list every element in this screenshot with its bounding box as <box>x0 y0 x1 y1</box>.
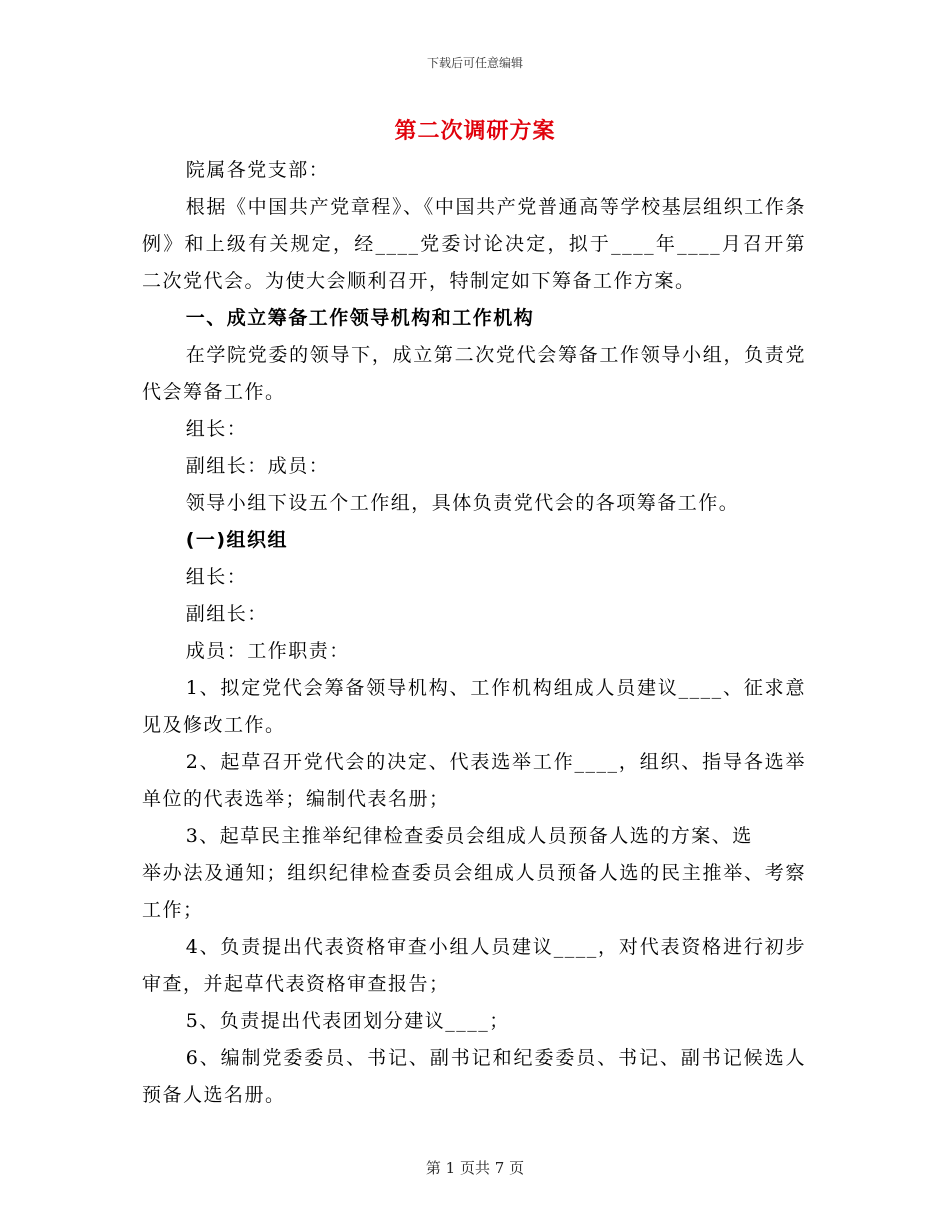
page-footer: 第 1 页共 7 页 <box>425 1159 525 1177</box>
duty-item-6: 6、编制党委委员、书记、副书记和纪委委员、书记、副书记候选人预备人选名册。 <box>142 1047 806 1106</box>
paragraph-leadership: 在学院党委的领导下，成立第二次党代会筹备工作领导小组，负责党代会筹备工作。 <box>142 344 806 403</box>
deputy-leader-line: 副组长：成员： <box>185 455 330 477</box>
intro-paragraph: 根据《中国共产党章程》、《中国共产党普通高等学校基层组织工作条例》和上级有关规定，经____党委讨论决定，拟于____年____月召开第二次党代会。为使大会顺利召开，特制定如下筹备工作方案。 <box>142 196 806 292</box>
group-leader-line: 组长： <box>185 418 248 440</box>
document-title: 第二次调研方案 <box>394 118 556 144</box>
org-deputy-line: 副组长： <box>185 603 268 625</box>
org-leader-line: 组长： <box>185 566 248 588</box>
org-members-line: 成员：工作职责： <box>185 640 350 662</box>
paragraph-workgroups: 领导小组下设五个工作组，具体负责党代会的各项筹备工作。 <box>185 492 740 514</box>
duty-item-3-first-line: 3、起草民主推举纪律检查委员会组成人员预备人选的方案、选 <box>185 825 753 847</box>
section-heading-1: 一、成立筹备工作领导机构和工作机构 <box>185 307 535 329</box>
duty-item-4: 4、负责提出代表资格审查小组人员建议____，对代表资格进行初步审查，并起草代表资格审查报告； <box>142 936 806 995</box>
page-header: 下载后可任意编辑 <box>426 56 523 70</box>
duty-item-3-continued: 举办法及通知；组织纪律检查委员会组成人员预备人选的民主推举、考察工作； <box>142 862 806 921</box>
document-body <box>142 152 806 1114</box>
duty-item-5: 5、负责提出代表团划分建议____； <box>185 1010 510 1032</box>
salutation: 院属各党支部： <box>185 159 330 181</box>
duty-item-2: 2、起草召开党代会的决定、代表选举工作____，组织、指导各选举单位的代表选举；编制代表名册； <box>142 751 806 810</box>
subsection-heading-org: (一)组织组 <box>185 529 289 551</box>
duty-item-1: 1、拟定党代会筹备领导机构、工作机构组成人员建议____、征求意见及修改工作。 <box>142 677 806 736</box>
